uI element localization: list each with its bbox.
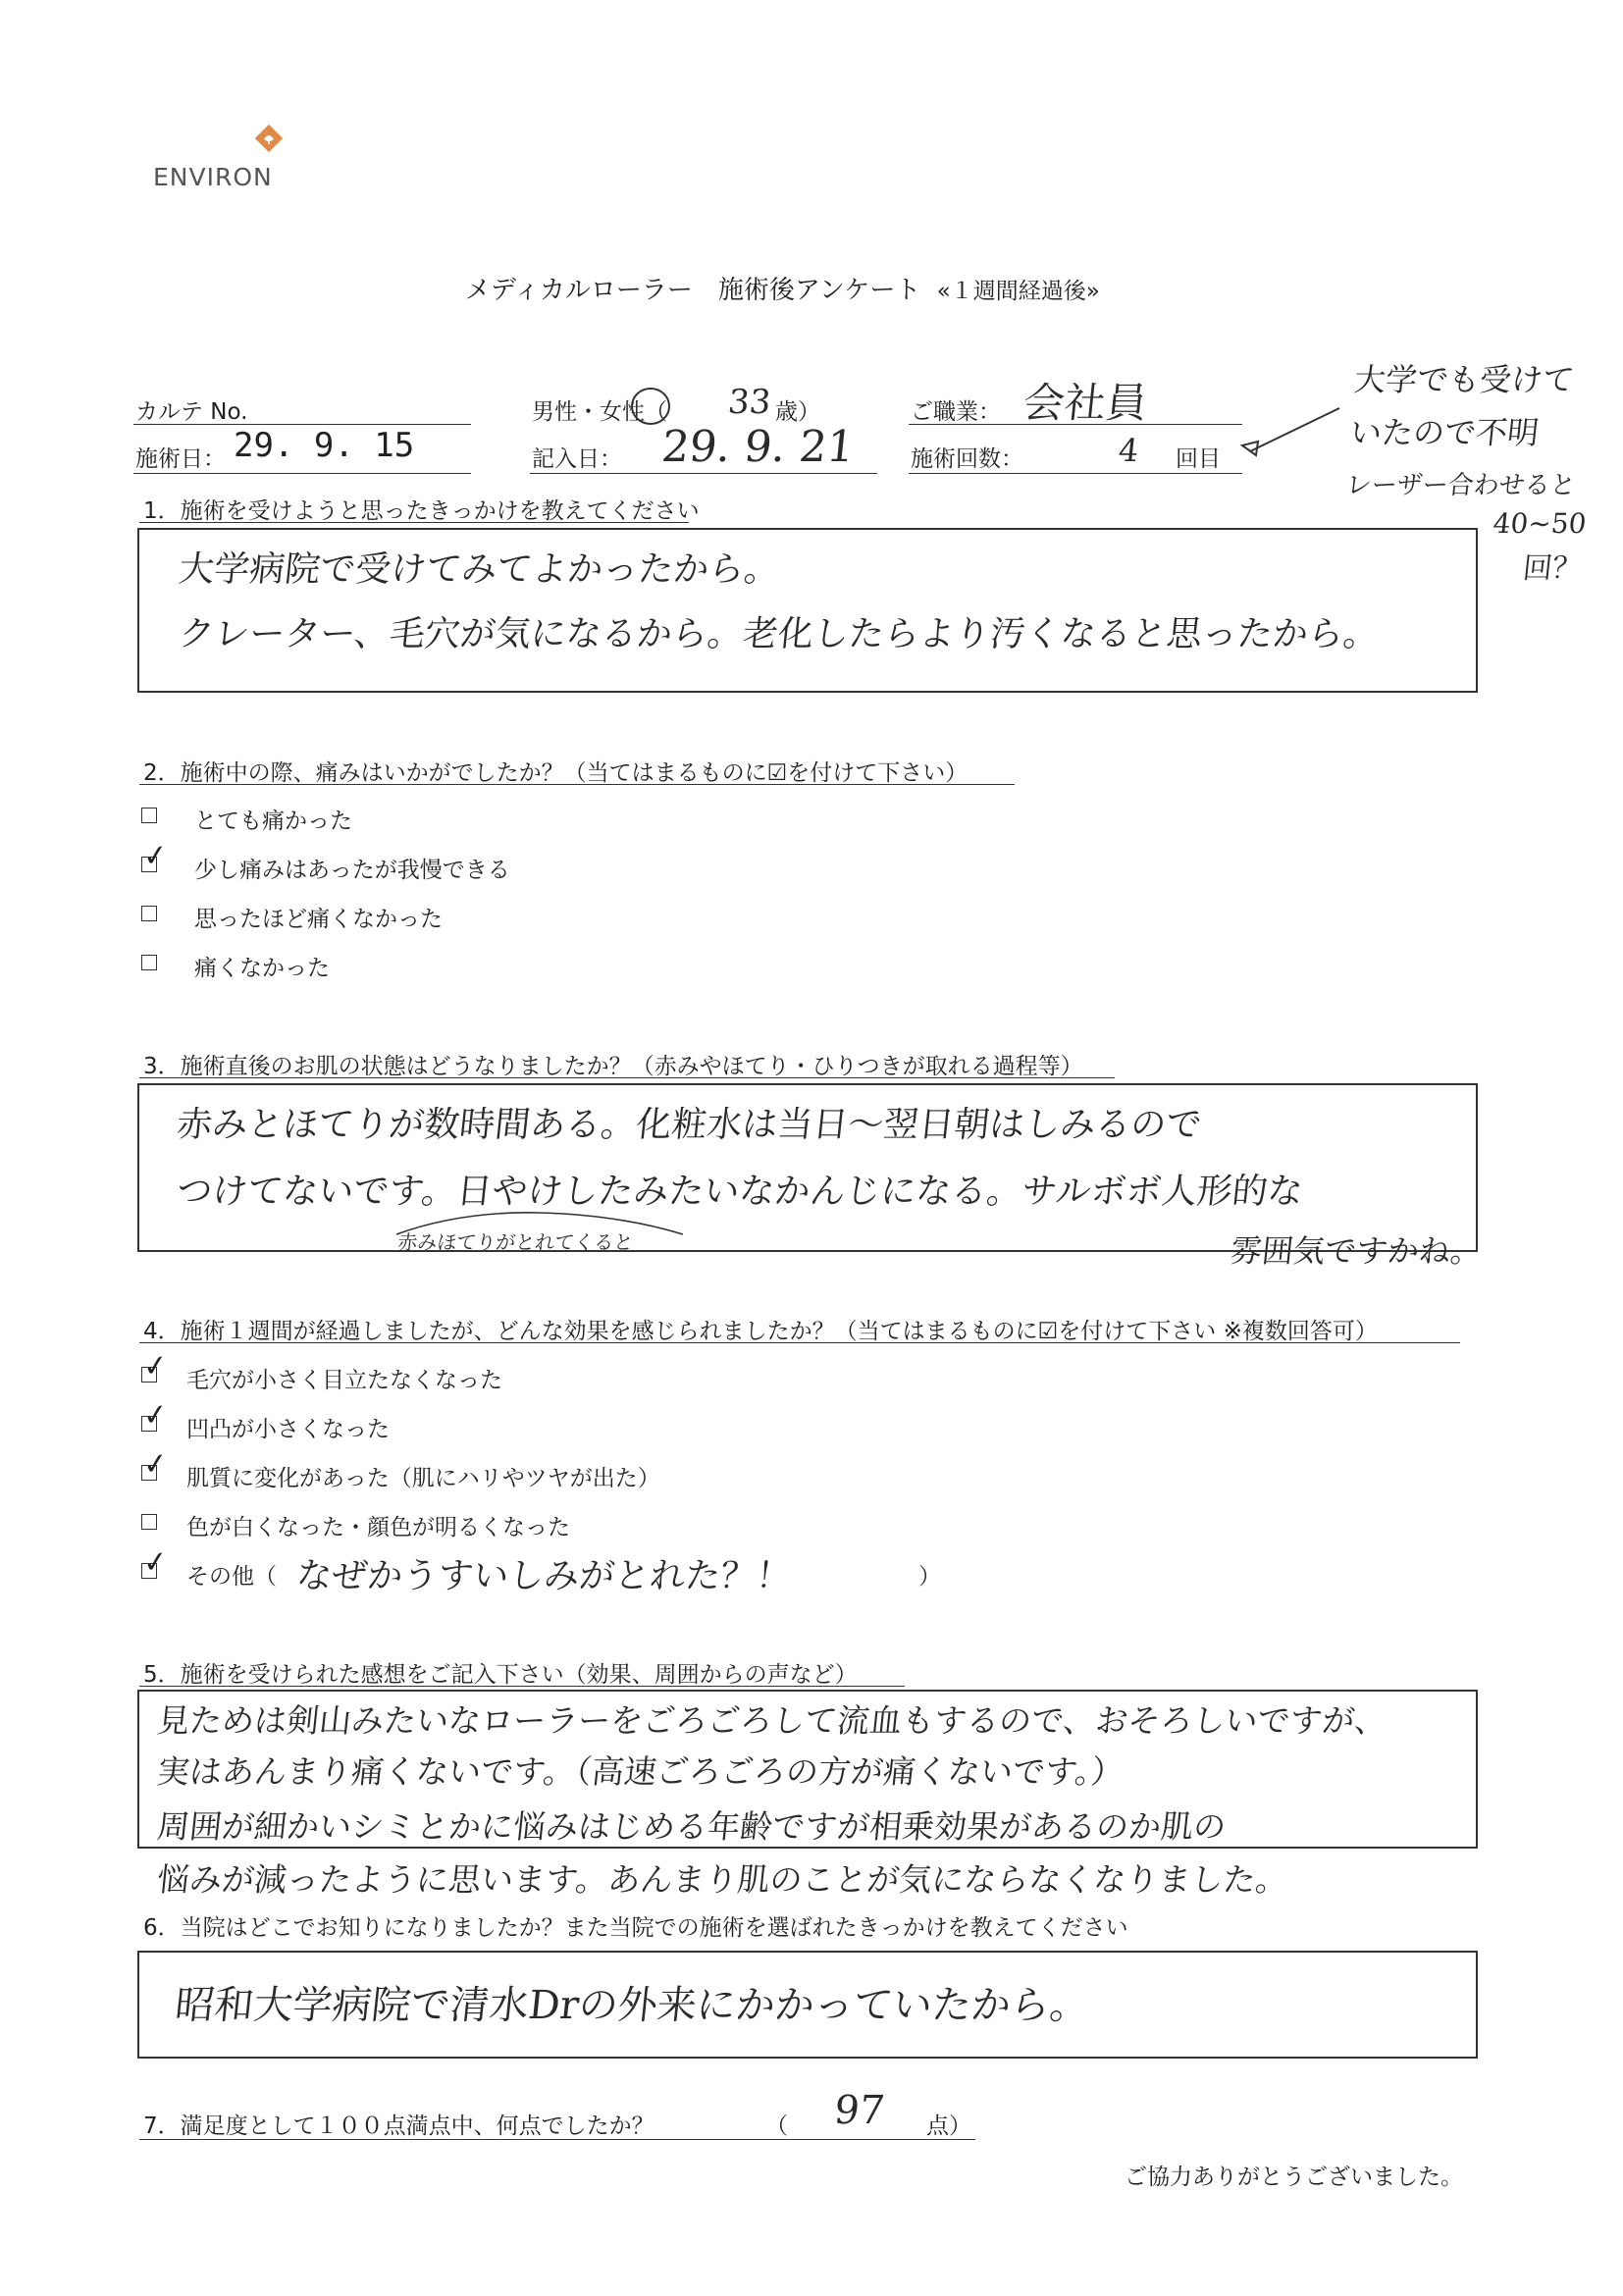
q7-score: 97 <box>832 2088 887 2133</box>
side-note-line: レーザー合わせると <box>1344 471 1578 500</box>
treat-date-label: 施術日： <box>135 446 226 472</box>
check-mark-icon: ✓ <box>141 1445 170 1484</box>
q7-underline <box>139 2139 975 2140</box>
q4-other-text: なぜかうすいしみがとれた？！ <box>294 1556 794 1596</box>
occupation-label: ご職業： <box>911 399 1001 425</box>
q7-question: 7．満足度として１００点満点中、何点でしたか？ <box>143 2113 654 2139</box>
q4-option-label: 凹凸が小さくなった <box>186 1417 390 1442</box>
page-title-main: メディカルローラー 施術後アンケート <box>465 276 921 305</box>
karte-label: カルテ No. <box>135 399 248 425</box>
q1-answer-line: 大学病院で受けてみてよかったから。 <box>177 549 782 590</box>
q4-option-label: その他（ <box>186 1564 277 1590</box>
count-value: 4 <box>1117 432 1141 469</box>
check-mark-icon: ✓ <box>141 1347 170 1385</box>
side-note-line: 40~50 <box>1492 507 1589 540</box>
q2-option-label: 痛くなかった <box>194 956 330 981</box>
q4-option-label: 毛穴が小さく目立たなくなった <box>186 1368 502 1393</box>
environ-logo-icon <box>252 122 286 155</box>
q5-answer-line: 実はあんまり痛くないです。（高速ごろごろの方が痛くないです。） <box>155 1752 1126 1791</box>
q2-option-checkbox[interactable] <box>141 808 157 823</box>
q3-answer-line: 雰囲気ですかね。 <box>1229 1232 1485 1270</box>
q4-option-label: 色が白くなった・顔色が明るくなった <box>186 1515 570 1540</box>
q2-question: 2．施術中の際、痛みはいかがでしたか？（当てはまるものに☑を付けて下さい） <box>143 760 969 786</box>
q4-question: 4．施術１週間が経過しましたが、どんな効果を感じられましたか？（当てはまるものに☑を付けて下さい ※複数回答可） <box>143 1319 1378 1344</box>
karte-underline <box>133 424 471 425</box>
entry-date-label: 記入日： <box>532 446 622 472</box>
q3-answer-line: つけてないです。日やけしたみたいなかんじになる。サルボボ人形的な <box>175 1172 1305 1212</box>
count-unit: 回目 <box>1176 446 1221 472</box>
arrow-icon <box>1236 402 1344 461</box>
q2-option-label: 思ったほど痛くなかった <box>194 907 443 932</box>
count-label: 施術回数： <box>911 446 1023 472</box>
check-mark-icon: ✓ <box>141 1396 170 1435</box>
occupation-value: 会社員 <box>1021 379 1150 427</box>
q7-unit: 点） <box>926 2113 971 2139</box>
q3-underline <box>139 1077 1115 1078</box>
q2-option-label: 少し痛みはあったが我慢できる <box>194 858 510 883</box>
q1-underline <box>139 522 689 523</box>
q6-question: 6．当院はどこでお知りになりましたか？また当院での施術を選ばれたきっかけを教えてください <box>143 1915 1128 1941</box>
entry-date-value: 29. 9. 21 <box>659 422 858 472</box>
age-unit: 歳） <box>775 399 820 425</box>
q2-underline <box>139 784 1015 785</box>
q3-annotation: 赤みほてりがとれてくると <box>396 1230 635 1254</box>
q4-option-checkbox[interactable] <box>141 1514 157 1530</box>
count-underline <box>909 473 1242 474</box>
occupation-underline <box>909 424 1242 425</box>
check-mark-icon: ✓ <box>141 837 170 875</box>
q3-question: 3．施術直後のお肌の状態はどうなりましたか？（赤みやほてり・ひりつきが取れる過程等） <box>143 1054 1083 1079</box>
page-title-suffix: «１週間経過後» <box>936 279 1100 304</box>
side-note-line: 大学でも受けて <box>1352 361 1577 398</box>
side-note-line: いたので不明 <box>1348 414 1542 451</box>
q3-answer-line: 赤みとほてりが数時間ある。化粧水は当日～翌日朝はしみるので <box>175 1105 1204 1145</box>
q2-option-label: とても痛かった <box>194 809 352 834</box>
q4-option-label: 肌質に変化があった（肌にハリやツヤが出た） <box>186 1466 660 1491</box>
age-value: 33 <box>726 383 773 422</box>
thanks-text: ご協力ありがとうございました。 <box>1125 2165 1463 2190</box>
environ-logo-text: ENVIRON <box>153 163 273 191</box>
q5-underline <box>139 1686 905 1687</box>
q2-option-checkbox[interactable] <box>141 906 157 921</box>
q2-option-checkbox[interactable] <box>141 955 157 970</box>
q1-question: 1．施術を受けようと思ったきっかけを教えてください <box>143 498 700 524</box>
q1-answer-line: クレーター、毛穴が気になるから。老化したらより汚くなると思ったから。 <box>177 614 1382 654</box>
q5-answer-line: 見ためは剣山みたいなローラーをごろごろして流血もするので、おそろしいですが、 <box>155 1701 1389 1740</box>
gender-text: 男性・女性（ <box>532 399 667 425</box>
q5-question: 5．施術を受けられた感想をご記入下さい（効果、周囲からの声など） <box>143 1662 858 1688</box>
page-title <box>465 270 1100 306</box>
treat-date-value: 29. 9. 15 <box>234 426 415 465</box>
side-note-line: 回？ <box>1521 551 1584 586</box>
entry-date-underline <box>530 473 877 474</box>
q4-underline <box>139 1342 1460 1343</box>
q5-answer-line: 悩みが減ったように思います。あんまり肌のことが気にならなくなりました。 <box>155 1860 1290 1899</box>
q7-open-paren: （ <box>765 2113 788 2139</box>
q6-answer: 昭和大学病院で清水Drの外来にかかっていたから。 <box>173 1983 1092 2028</box>
q5-answer-line: 周囲が細かいシミとかに悩みはじめる年齢ですが相乗効果があるのか肌の <box>155 1807 1229 1846</box>
q4-other-close: ） <box>918 1564 941 1590</box>
check-mark-icon: ✓ <box>141 1543 170 1582</box>
treat-date-underline <box>133 473 471 474</box>
